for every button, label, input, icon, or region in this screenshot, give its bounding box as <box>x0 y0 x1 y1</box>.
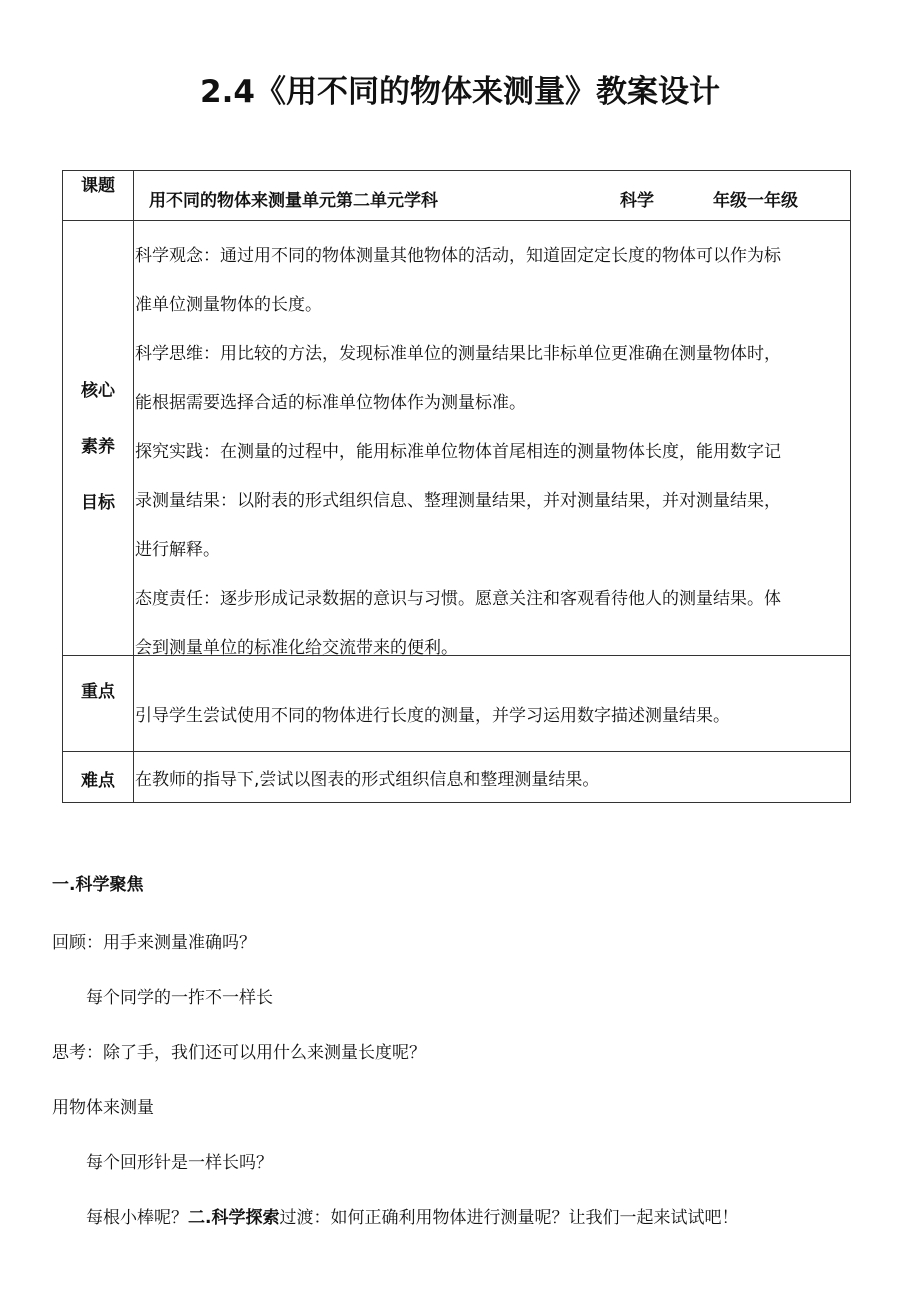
table-row-topic <box>63 171 851 221</box>
topic-label: 课题 <box>63 171 134 221</box>
subject-text: 科学 <box>620 191 654 211</box>
transition-text: 过渡：如何正确利用物体进行测量呢？让我们一起来试试吧！ <box>279 1208 739 1228</box>
last-paragraph <box>86 1203 738 1228</box>
core-goal-line: 科学思维：用比较的方法，发现标准单位的测量结果比非标单位更准确在测量物体时， <box>135 344 781 364</box>
key-point-label-cell <box>63 656 134 752</box>
core-label-line: 素养 <box>81 437 115 457</box>
stick-question: 每根小棒呢？ <box>86 1208 188 1228</box>
core-label-line: 目标 <box>81 493 115 513</box>
key-point-cell <box>134 656 851 752</box>
core-goal-line: 态度责任：逐步形成记录数据的意识与习惯。愿意关注和客观看待他人的测量结果。体 <box>135 589 781 609</box>
core-goal-line: 探究实践：在测量的过程中，能用标准单位物体首尾相连的测量物体长度，能用数字记 <box>135 442 781 462</box>
lesson-plan-table <box>62 170 851 803</box>
core-goal-line: 科学观念：通过用不同的物体测量其他物体的活动，知道固定定长度的物体可以作为标 <box>135 246 781 266</box>
review-answer: 每个同学的一拃不一样长 <box>86 988 273 1008</box>
review-question: 回顾：用手来测量准确吗？ <box>52 933 256 953</box>
core-label-line: 核心 <box>81 381 115 401</box>
difficulty-text: 在教师的指导下,尝试以图表的形式组织信息和整理测量结果。 <box>135 770 600 790</box>
core-goal-line: 准单位测量物体的长度。 <box>135 295 322 315</box>
difficulty-label-cell <box>63 752 134 803</box>
difficulty-label: 难点 <box>81 771 115 791</box>
table-row-key-point <box>63 656 851 752</box>
think-question: 思考：除了手，我们还可以用什么来测量长度呢？ <box>52 1043 426 1063</box>
page-title: 2.4《用不同的物体来测量》教案设计 <box>200 74 720 110</box>
grade-text: 年级一年级 <box>713 191 798 211</box>
section-heading-focus: 一.科学聚焦 <box>52 875 144 895</box>
table-row-core <box>63 221 851 656</box>
core-label <box>63 221 134 656</box>
core-goal-line: 进行解释。 <box>135 540 220 560</box>
core-goal-line: 能根据需要选择合适的标准单位物体作为测量标准。 <box>135 393 526 413</box>
core-goal-line: 录测量结果：以附表的形式组织信息、整理测量结果，并对测量结果，并对测量结果， <box>135 491 781 511</box>
topic-cell <box>134 171 851 221</box>
core-goals-cell <box>134 221 851 656</box>
use-objects-text: 用物体来测量 <box>52 1098 154 1118</box>
clip-question: 每个回形针是一样长吗？ <box>86 1153 273 1173</box>
core-goal-line: 会到测量单位的标准化给交流带来的便利。 <box>135 638 458 655</box>
difficulty-cell <box>134 752 851 803</box>
key-point-label: 重点 <box>81 682 115 702</box>
key-point-text: 引导学生尝试使用不同的物体进行长度的测量，并学习运用数字描述测量结果。 <box>135 706 730 726</box>
section-heading-explore: 二.科学探索 <box>188 1208 280 1228</box>
table-row-difficulty <box>63 752 851 803</box>
topic-text: 用不同的物体来测量单元第二单元学科 <box>149 191 438 211</box>
